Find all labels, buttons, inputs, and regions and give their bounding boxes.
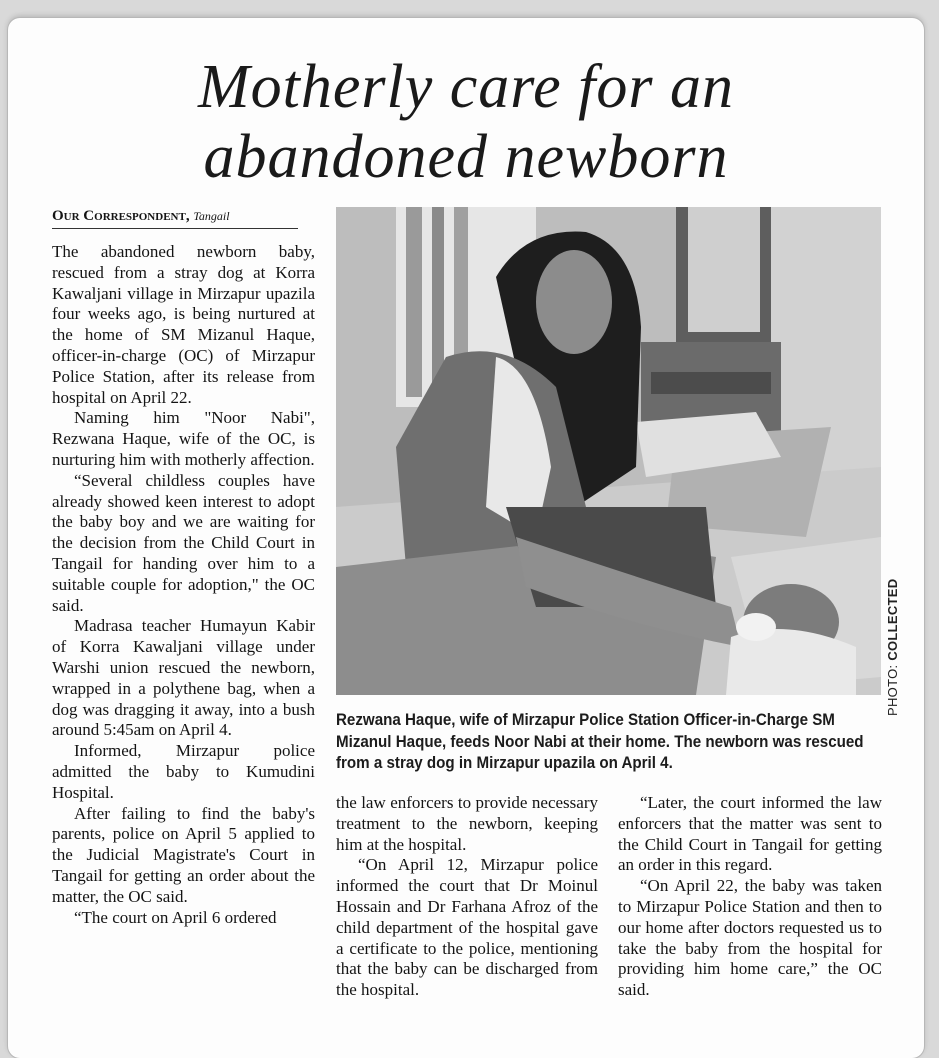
article-paragraph: “On April 22, the baby was taken to Mirzapur Police Station and then to our home after doctors requested us to take the baby from the hospital for providing him home care,” the OC said. (618, 876, 882, 1000)
photo-credit (882, 568, 904, 716)
byline-place: Tangail (193, 209, 230, 223)
article-paragraph: After failing to find the baby's parents, police on April 5 applied to the Judicial Magistrate's Court in Tangail for getting an order about the matter, the OC said. (52, 803, 315, 906)
article-paragraph: Naming him "Noor Nabi", Rezwana Haque, wife of the OC, is nurturing him with motherly affection. (52, 408, 315, 469)
article-paragraph: “On April 12, Mirzapur police informed the court that Dr Moinul Hossain and Dr Farhana Afroz of the child department of the hospital gave a certificate to the police, mentioning that the baby can be discharged from the hospital. (336, 855, 598, 1000)
headline-line-1: Motherly care for an (198, 53, 734, 121)
photo-illustration (336, 207, 881, 695)
article-paragraph: Madrasa teacher Humayun Kabir of Korra Kawaljani village under Warshi union rescued the newborn, wrapped in a polythene bag, when a dog was dragging it away, into a bush around 5:45am on April 4. (52, 616, 315, 740)
article-column-2 (336, 793, 598, 1001)
article-column-3 (618, 793, 882, 1001)
photo-credit-source: COLLECTED (885, 578, 900, 661)
article-paragraph: the law enforcers to provide necessary treatment to the newborn, keeping him at the hospital. (336, 793, 598, 854)
article-photo (336, 207, 881, 695)
photo-caption: Rezwana Haque, wife of Mirzapur Police Station Officer-in-Charge SM Mizanul Haque, feeds Noor Nabi at their home. The newborn was rescued from a stray dog in Mirzapur upazila on April 4. (336, 711, 864, 772)
article-paragraph: “Several childless couples have already showed keen interest to adopt the baby boy and we are waiting for the decision from the Child Court in Tangail for handing over him to a suitable couple for adoption," the OC said. (52, 470, 315, 615)
byline (52, 208, 298, 229)
article-paragraph: Informed, Mirzapur police admitted the baby to Kumudini Hospital. (52, 741, 315, 802)
byline-author: Our Correspondent, (52, 208, 190, 224)
article-paragraph: “The court on April 6 ordered (74, 907, 277, 927)
headline-line-2: abandoned newborn (203, 123, 729, 191)
headline (8, 52, 924, 192)
article-paragraph: “Later, the court informed the law enforcers that the matter was sent to the Child Court in Tangail for getting an order in this regard. (618, 793, 882, 875)
newspaper-clipping (8, 18, 924, 1058)
article-column-1 (52, 242, 315, 928)
photo-credit-label: PHOTO: (885, 664, 900, 716)
article-paragraph: The abandoned newborn baby, rescued from a stray dog at Korra Kawaljani village in Mirzapur upazila four weeks ago, is being nurtured at the home of SM Mizanul Haque, officer-in-charge (OC) of Mirzapur Police Station, after its release from hospital on April 22. (52, 242, 315, 407)
